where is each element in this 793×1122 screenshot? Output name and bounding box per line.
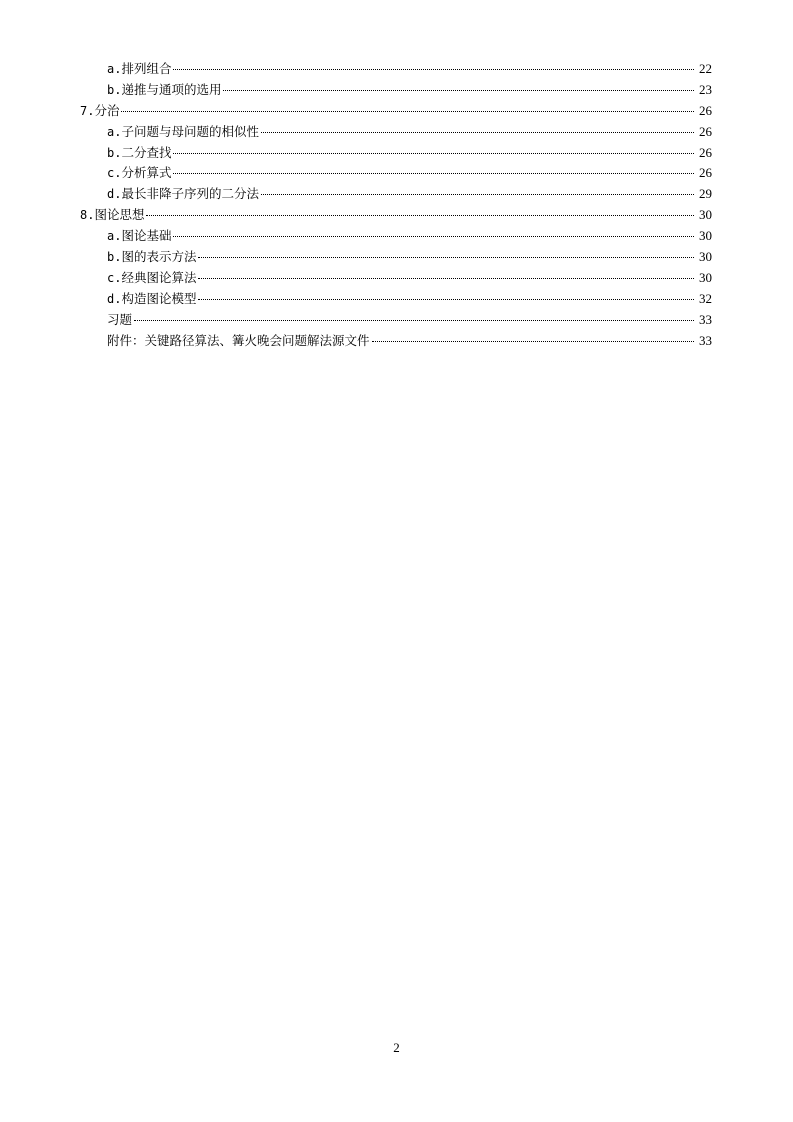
toc-page-number: 33 [699,311,712,327]
toc-page-number: 26 [699,102,712,118]
toc-entry-label: c.分析算式 [107,165,172,181]
toc-entry[interactable] [80,331,712,352]
dot-leader [223,89,694,91]
page-number: 2 [393,1040,400,1055]
toc-entry[interactable] [80,205,712,226]
toc-entry[interactable] [80,163,712,184]
toc-entry[interactable] [80,310,712,331]
dot-leader [173,172,694,174]
toc-entry-label: a.图论基础 [107,228,172,244]
toc-entry[interactable] [80,80,712,101]
toc-entry[interactable] [80,122,712,143]
toc-entry[interactable] [80,268,712,289]
toc-entry-label: 7.分治 [80,102,120,118]
toc-entry[interactable] [80,226,712,247]
toc-entry-label: b.二分查找 [107,144,172,160]
toc-entry-label: 8.图论思想 [80,207,145,223]
toc-page-number: 32 [699,290,712,306]
toc-page-number: 22 [699,61,712,76]
toc-entry-label: c.经典图论算法 [107,269,197,285]
dot-leader [372,340,694,342]
toc-page-number: 30 [699,207,712,223]
toc-entry-label: 附件：关键路径算法、篝火晚会问题解法源文件 [107,332,370,348]
dot-leader [146,214,694,216]
table-of-contents [80,59,712,351]
dot-leader [134,319,694,321]
toc-page-number: 30 [699,228,712,244]
dot-leader [198,298,694,300]
toc-entry-label: b.图的表示方法 [107,249,197,265]
toc-page-number: 29 [699,186,712,202]
toc-entry[interactable] [80,143,712,164]
toc-entry[interactable] [80,289,712,310]
dot-leader [173,68,694,70]
dot-leader [121,110,694,112]
dot-leader [198,256,694,258]
toc-entry-label: a.排列组合 [107,61,172,76]
toc-entry-label: a.子问题与母问题的相似性 [107,123,259,139]
dot-leader [261,131,694,133]
toc-page-number: 30 [699,269,712,285]
toc-entry-label: d.构造图论模型 [107,290,197,306]
toc-entry[interactable] [80,247,712,268]
dot-leader [261,193,694,195]
toc-page-number: 26 [699,144,712,160]
toc-entry-label: d.最长非降子序列的二分法 [107,186,259,202]
dot-leader [173,152,694,154]
toc-page-number: 33 [699,332,712,348]
toc-entry[interactable] [80,184,712,205]
toc-entry[interactable] [80,101,712,122]
dot-leader [198,277,694,279]
dot-leader [173,235,694,237]
toc-entry-label: 习题 [107,311,133,327]
toc-page-number: 23 [699,81,712,97]
toc-entry[interactable] [80,59,712,80]
toc-page-number: 26 [699,123,712,139]
toc-page-number: 26 [699,165,712,181]
toc-page-number: 30 [699,249,712,265]
toc-entry-label: b.递推与通项的选用 [107,81,222,97]
